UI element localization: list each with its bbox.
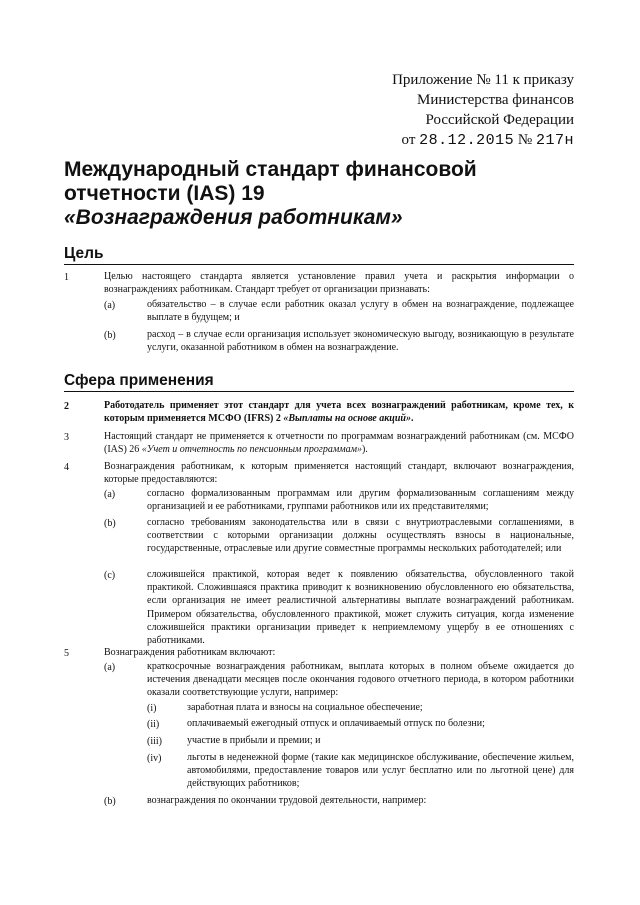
date-prefix: от: [401, 132, 416, 148]
item-label: (a): [104, 662, 116, 673]
subitem-ii-text: оплачиваемый ежегодный отпуск и оплачиваемый отпуск по болезни;: [187, 718, 485, 729]
paragraph-number: 4: [64, 462, 69, 473]
paragraph-4: Вознаграждения работникам, к которым применяется настоящий стандарт, включают вознаграждения, которые предоставляются:: [104, 461, 574, 486]
paragraph-3-end: ).: [361, 444, 368, 456]
subitem-iii-text: участие в прибыли и премии; и: [187, 735, 321, 746]
subitem-label: (iii): [147, 736, 162, 747]
paragraph-1: Целью настоящего стандарта является установление правил учета и раскрытия информации о вознаграждениях работникам. Стандарт требует от организации признавать:: [104, 271, 574, 296]
appendix-date-line: [392, 130, 574, 151]
item-label: (c): [104, 570, 116, 581]
item-label: (a): [104, 489, 116, 500]
paragraph-2-ref: «Выплаты на основе акций»: [283, 413, 411, 425]
item-b-text: расход – в случае если организация использует экономическую выгоду, возникающую в результате услуги, оказанной работником в обмен на вознаграждение.: [147, 329, 574, 354]
handwritten-number: 217н: [535, 132, 574, 149]
paragraph-3-ref: «Учет и отчетность по пенсионным программам»: [141, 444, 362, 456]
subitem-label: (iv): [147, 753, 162, 764]
paragraph-number: 1: [64, 272, 69, 283]
appendix-header: [392, 70, 574, 151]
paragraph-number: 5: [64, 648, 69, 659]
paragraph-3: [104, 430, 574, 456]
title-line-2: отчетности (IAS) 19: [64, 182, 265, 205]
subitem-iv-text: льготы в неденежной форме (такие как медицинское обслуживание, обеспечение жильем, автомобилями, предоставление товаров или услуг бесплатно или по льготной цене) для действующих работников;: [187, 752, 574, 790]
item-4b-text: согласно требованиям законодательства или в связи с внутриотраслевыми соглашениями, в соответствии с которыми организации должны осуществлять взносы в национальные, государственные, отраслевые или другие совместные программы нескольких работодателей; или: [147, 517, 574, 555]
item-label: (b): [104, 330, 116, 341]
item-4c-text: сложившейся практикой, которая ведет к появлению обязательства, обусловленного такой практикой. Сложившаяся практика приводит к возникновению обусловленного ею обязательства, если организация не имеет реалистичной альтернативы выплате вознаграждений работникам. Примером обязательства, обусловленного практикой, может служить ситуация, когда изменение сложившейся практики организации приведет к неприемлемому ущербу в ее отношениях с работниками.: [147, 569, 574, 647]
item-5b-text: вознаграждения по окончании трудовой деятельности, например:: [147, 795, 427, 806]
title-line-3: «Вознаграждения работникам»: [64, 206, 403, 229]
paragraph-5: Вознаграждения работникам включают:: [104, 647, 276, 658]
subitem-i-text: заработная плата и взносы на социальное обеспечение;: [187, 702, 423, 713]
item-a-text: обязательство – в случае если работник оказал услугу в обмен на вознаграждение, подлежащее выплате в будущем; и: [147, 299, 574, 324]
paragraph-2-end: .: [411, 413, 414, 425]
paragraph-2-text: Работодатель применяет этот стандарт для учета всех вознаграждений работникам, кроме тех, к которым применяется МСФО (IFRS) 2: [104, 400, 574, 425]
paragraph-number: 2: [64, 401, 69, 412]
handwritten-date: 28.12.2015: [419, 132, 515, 149]
paragraph-2: [104, 399, 574, 425]
appendix-line-1: Приложение № 11 к приказу: [392, 72, 574, 88]
paragraph-3-text: Настоящий стандарт не применяется к отчетности по программам вознаграждений работникам (см. МСФО (IAS) 26: [104, 431, 574, 456]
item-label: (b): [104, 796, 116, 807]
item-label: (b): [104, 518, 116, 529]
subitem-label: (ii): [147, 719, 160, 730]
section-heading-goal: Цель: [64, 245, 574, 265]
appendix-line-2: Министерства финансов: [417, 92, 574, 108]
item-5a-text: краткосрочные вознаграждения работникам, выплата которых в полном объеме ожидается до истечения двенадцати месяцев после окончания годового отчетного периода, в котором работники оказали соответствующие услуги, например:: [147, 661, 574, 699]
number-prefix: №: [517, 132, 533, 148]
title-line-1: Международный стандарт финансовой: [64, 158, 477, 181]
paragraph-number: 3: [64, 432, 69, 443]
appendix-line-3: Российской Федерации: [425, 112, 574, 128]
subitem-label: (i): [147, 703, 157, 714]
item-label: (a): [104, 300, 116, 311]
item-4a-text: согласно формализованным программам или другим формализованным соглашениям между организацией и ее работниками, группами работников или их представителями;: [147, 488, 574, 513]
section-heading-scope: Сфера применения: [64, 372, 574, 392]
document-title: [64, 158, 584, 230]
